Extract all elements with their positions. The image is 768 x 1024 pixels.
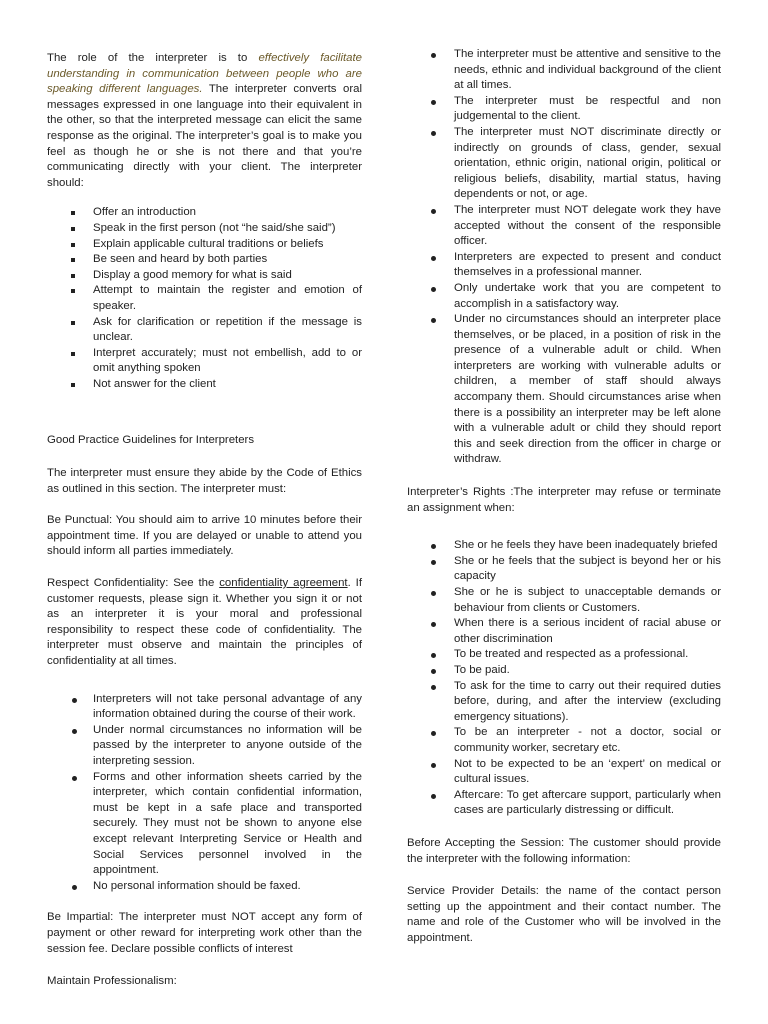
list-item: She or he is subject to unacceptable demands or behaviour from clients or Customers. (407, 585, 721, 616)
list-item: Not to be expected to be an ‘expert’ on medical or cultural issues. (407, 757, 721, 788)
service-provider-paragraph: Service Provider Details: the name of the contact person setting up the appointment and their contact number. The name and role of the Customer who will be involved in the appointment. (407, 885, 721, 944)
punctual-paragraph: Be Punctual: You should aim to arrive 10 minutes before their appointment time. If you are delayed or unable to attend you should inform all parties immediately. (47, 514, 362, 558)
list-item: She or he feels they have been inadequately briefed (407, 538, 721, 554)
list-item: Speak in the first person (not “he said/she said”) (47, 221, 362, 237)
intro-paragraph (47, 51, 362, 191)
list-item: She or he feels that the subject is beyond her or his capacity (407, 554, 721, 585)
intro-lead: The role of the interpreter is to (47, 52, 248, 64)
list-item: Aftercare: To get aftercare support, particularly when cases are particularly distressing or difficult. (407, 788, 721, 819)
intro-rest: The interpreter converts oral messages expressed in one language into their equivalent in the other, so that the interpreted message can elicit the same response as the original. The interpreter’s goal is to make you feel as though he or she is not there and that you’re communicating directly with your client. The interpreter should: (47, 83, 362, 189)
list-item: Interpreters will not take personal advantage of any information obtained during the course of their work. (47, 692, 362, 723)
list-item: The interpreter must be attentive and sensitive to the needs, ethnic and individual background of the client at all times. (407, 47, 721, 94)
confidentiality-paragraph (47, 576, 362, 670)
list-item: Only undertake work that you are competent to accomplish in a satisfactory way. (407, 281, 721, 312)
list-item: Offer an introduction (47, 205, 362, 221)
left-column (47, 0, 362, 990)
impartial-paragraph: Be Impartial: The interpreter must NOT accept any form of payment or other reward for interpreting work other than the session fee. Declare possible conflicts of interest (47, 911, 362, 955)
list-item: Attempt to maintain the register and emotion of speaker. (47, 283, 362, 314)
list-item: Under normal circumstances no information will be passed by the interpreter to anyone outside of the interpreting session. (47, 723, 362, 770)
list-item: Ask for clarification or repetition if the message is unclear. (47, 315, 362, 346)
list-item: Display a good memory for what is said (47, 268, 362, 284)
confidentiality-rest: . If customer requests, please sign it. Whether you sign it or not as an interpreter it is your moral and professional responsibility to respect these code of confidentiality. The interpreter must observe and maintain the principles of confidentiality at all times. (47, 577, 362, 667)
guidelines-heading: Good Practice Guidelines for Interpreters (47, 434, 255, 447)
intro-emphasis: effectively facilitate understanding in communication between people who are speaking different languages. (47, 52, 362, 96)
list-item: Interpreters are expected to present and conduct themselves in a professional manner. (407, 250, 721, 281)
list-item: The interpreter must be respectful and non judgemental to the client. (407, 94, 721, 125)
before-session-paragraph: Before Accepting the Session: The customer should provide the interpreter with the following information: (407, 836, 721, 865)
professionalism-heading: Maintain Professionalism: (47, 975, 177, 988)
list-item: Interpret accurately; must not embellish, add to or omit anything spoken (47, 346, 362, 377)
list-item: No personal information should be faxed. (47, 879, 362, 895)
right-column (407, 0, 721, 946)
list-item: Under no circumstances should an interpreter place themselves, or be placed, in a position of risk in the presence of a vulnerable adult or child. When interpreters are working with vulnerable adults or children, a member of staff should always accompany them. Should circumstances arise when there is a possibility an interpreter may be left alone with a vulnerable adult or child they should report this and seek direction from the officer in charge or withdraw. (407, 312, 721, 468)
list-item: To ask for the time to carry out their required duties before, during, and after the interview (excluding emergency situations). (407, 679, 721, 726)
confidentiality-list (47, 692, 362, 895)
list-item: Explain applicable cultural traditions or beliefs (47, 237, 362, 253)
list-item: When there is a serious incident of racial abuse or other discrimination (407, 616, 721, 647)
confidentiality-lead: Respect Confidentiality: See the (47, 577, 220, 590)
rights-list (407, 538, 721, 819)
list-item: To be treated and respected as a professional. (407, 647, 721, 663)
confidentiality-agreement-link[interactable]: confidentiality agreement (219, 577, 348, 590)
list-item: Not answer for the client (47, 377, 362, 393)
should-list (47, 205, 362, 392)
list-item: Be seen and heard by both parties (47, 252, 362, 268)
list-item: To be an interpreter - not a doctor, social or community worker, secretary etc. (407, 725, 721, 756)
rights-intro: Interpreter’s Rights :The interpreter may refuse or terminate an assignment when: (407, 486, 721, 514)
conduct-list (407, 47, 721, 468)
list-item: The interpreter must NOT delegate work they have accepted without the consent of the responsible officer. (407, 203, 721, 250)
list-item: The interpreter must NOT discriminate directly or indirectly on grounds of class, gender, sexual orientation, ethnic origin, national origin, political or religious beliefs, disability, martial status, having dependents or not, or age. (407, 125, 721, 203)
list-item: Forms and other information sheets carried by the interpreter, which contain confidential information, must be kept in a safe place and transported securely. They must not be shown to anyone else except relevant Interpreting Service or Health and Social Services personnel involved in the appointment. (47, 770, 362, 879)
list-item: To be paid. (407, 663, 721, 679)
guidelines-intro: The interpreter must ensure they abide by the Code of Ethics as outlined in this section. The interpreter must: (47, 467, 362, 495)
